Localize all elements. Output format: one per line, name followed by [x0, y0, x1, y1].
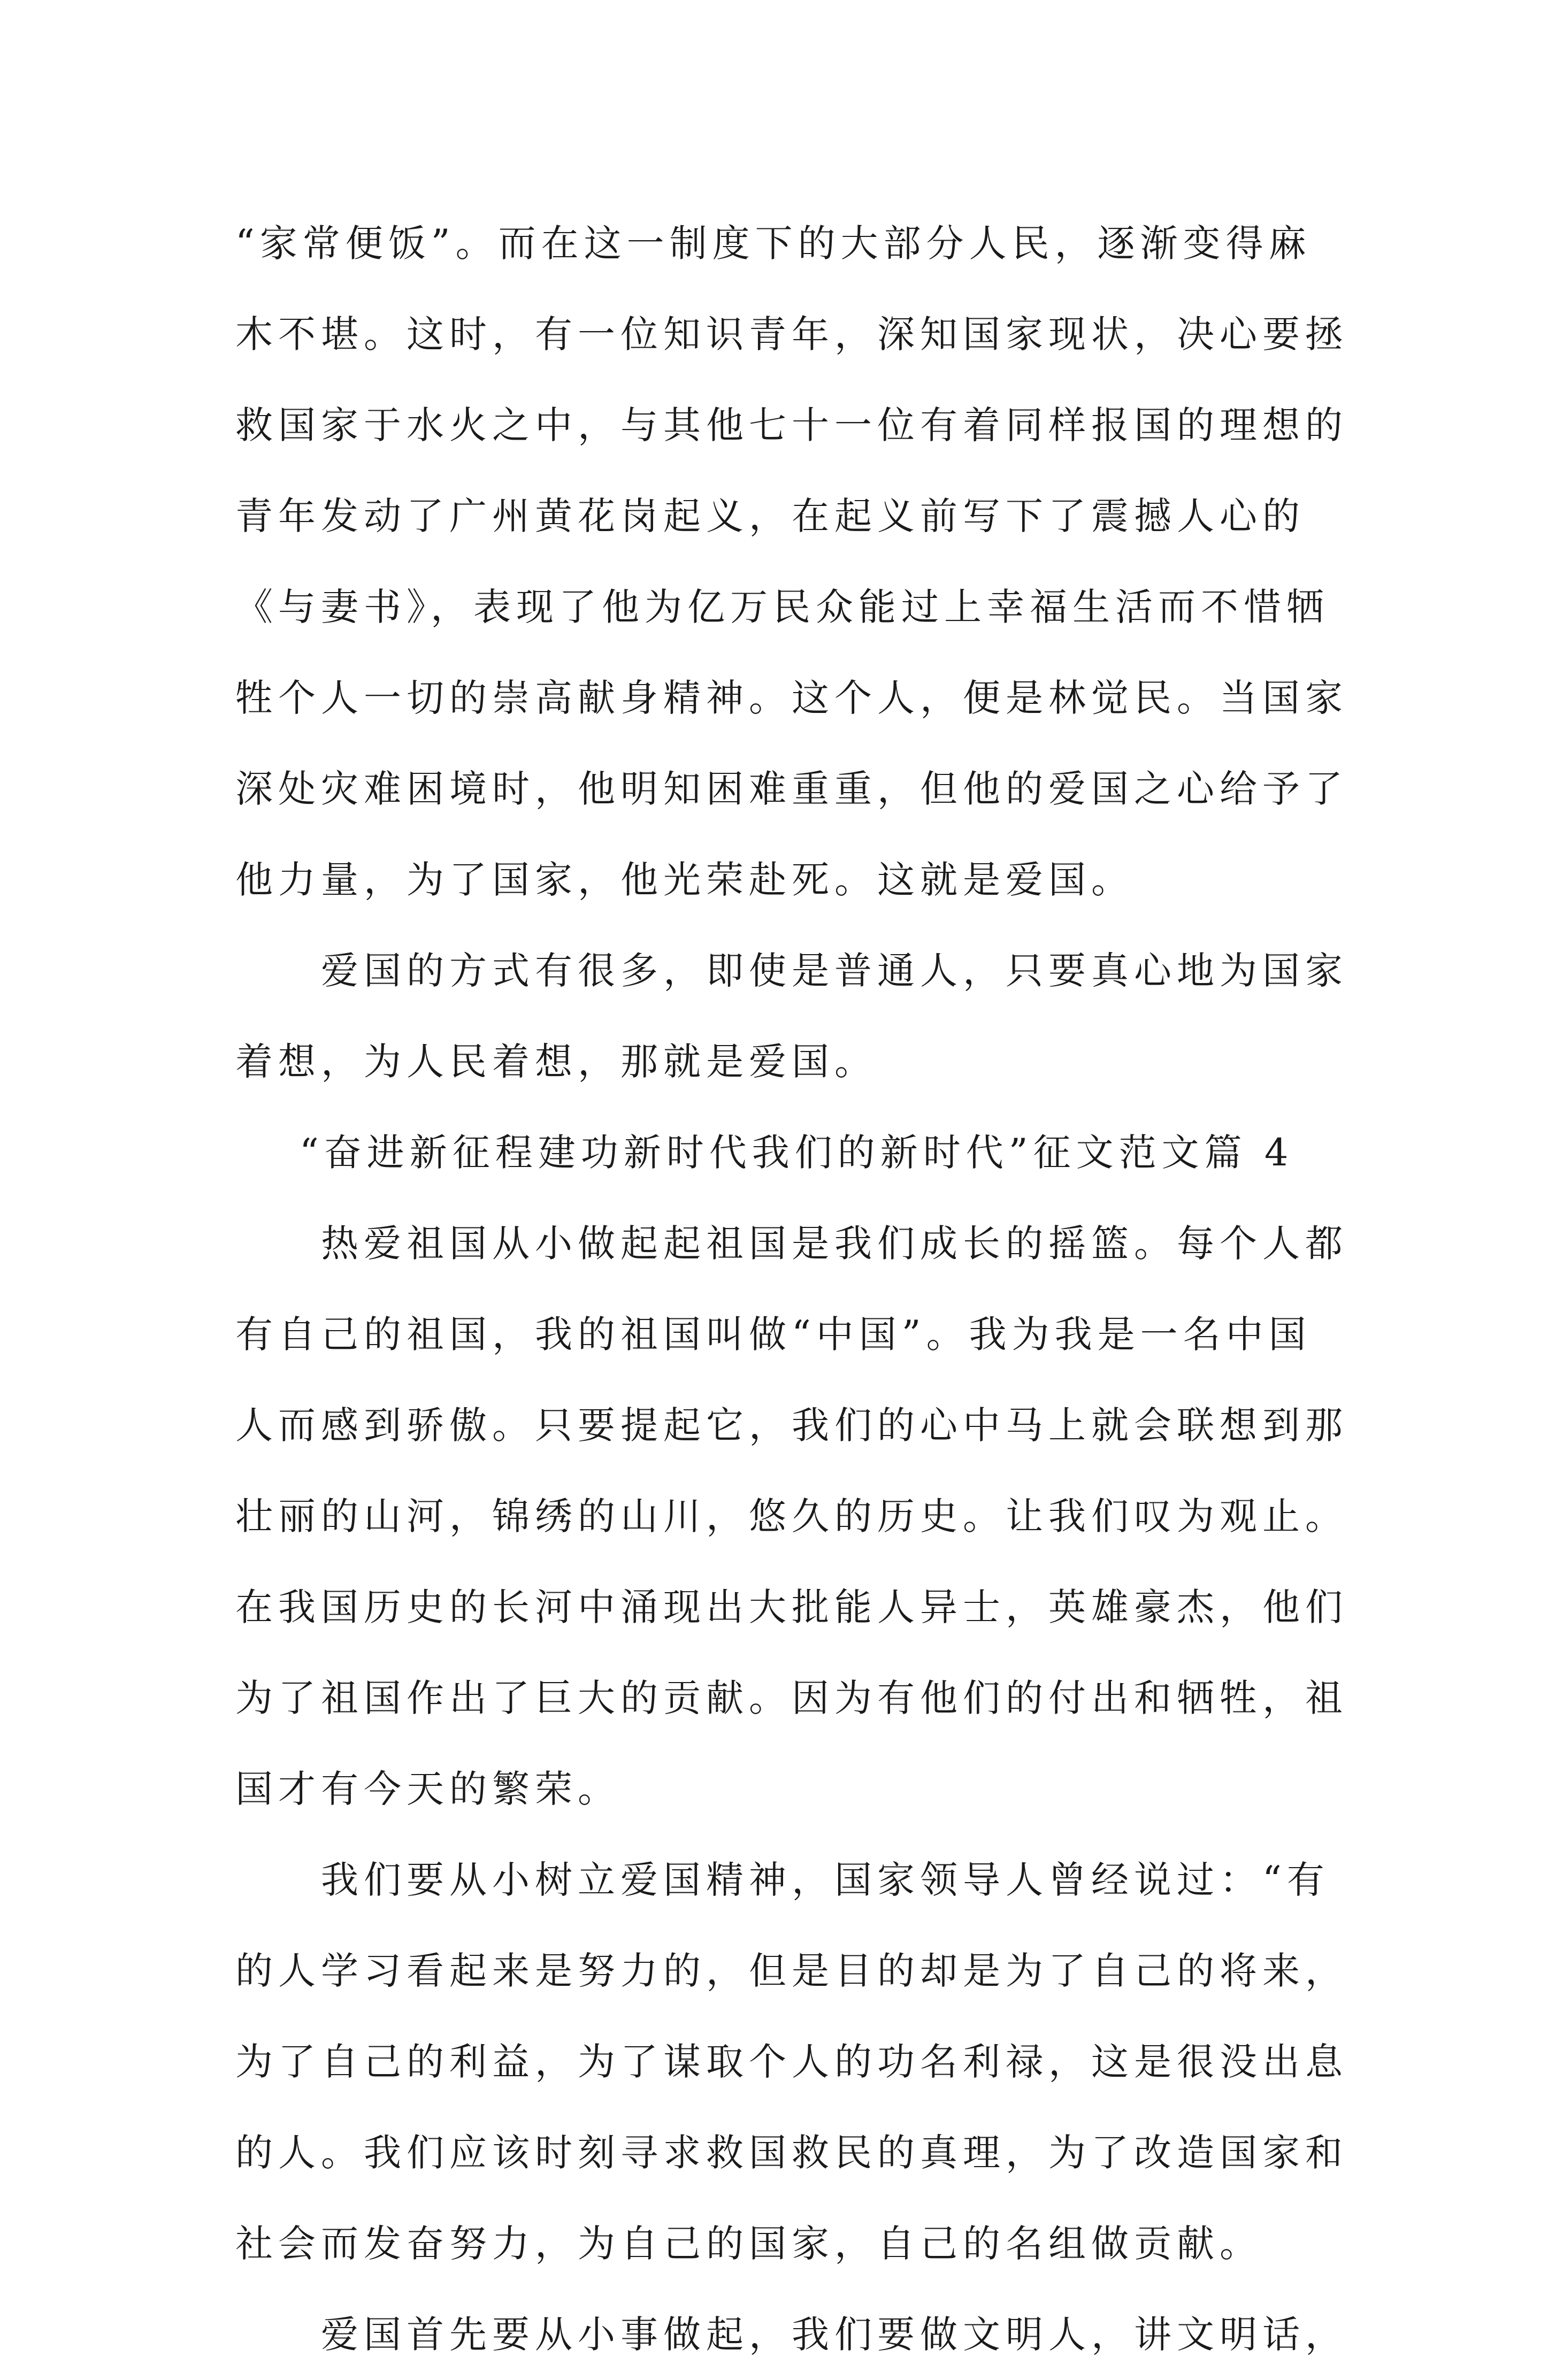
text-line: 木不堪。这时，有一位知识青年，深知国家现状，决心要拯: [235, 312, 1348, 356]
text-line: 他力量，为了国家，他光荣赴死。这就是爱国。: [235, 858, 1134, 902]
text-line: “家常便饭”。而在这一制度下的大部分人民，逐渐变得麻: [235, 221, 1312, 265]
text-line: 爱国的方式有很多，即使是普通人，只要真心地为国家: [321, 949, 1348, 993]
text-line: 牲个人一切的崇高献身精神。这个人，便是林觉民。当国家: [235, 676, 1348, 720]
text-line: 国才有今天的繁荣。: [235, 1767, 620, 1811]
text-line: 着想，为人民着想，那就是爱国。: [235, 1040, 877, 1084]
text-line: 为了祖国作出了巨大的贡献。因为有他们的付出和牺牲，祖: [235, 1676, 1348, 1720]
text-line: 的人。我们应该时刻寻求救国救民的真理，为了改造国家和: [235, 2131, 1348, 2175]
text-line: 为了自己的利益，为了谋取个人的功名利禄，这是很没出息: [235, 2040, 1348, 2084]
text-line: 的人学习看起来是努力的，但是目的却是为了自己的将来，: [235, 1949, 1348, 1993]
text-line: 热爱祖国从小做起起祖国是我们成长的摇篮。每个人都: [321, 1222, 1348, 1265]
text-line: 有自己的祖国，我的祖国叫做“中国”。我为我是一名中国: [235, 1312, 1312, 1356]
text-line: 我们要从小树立爱国精神，国家领导人曾经说过：“有: [321, 1858, 1330, 1902]
text-line: 在我国历史的长河中涌现出大批能人异士，英雄豪杰，他们: [235, 1585, 1348, 1629]
text-line: 人而感到骄傲。只要提起它，我们的心中马上就会联想到那: [235, 1403, 1348, 1447]
text-line: 青年发动了广州黄花岗起义，在起义前写下了震撼人心的: [235, 494, 1305, 538]
document-body: [235, 198, 1348, 2380]
text-line: 爱国首先要从小事做起，我们要做文明人，讲文明话，: [321, 2313, 1348, 2356]
section-heading: “奋进新征程建功新时代我们的新时代”征文范文篇 4: [300, 1131, 1294, 1174]
text-line: 救国家于水火之中，与其他七十一位有着同样报国的理想的: [235, 403, 1348, 447]
text-line: 深处灾难困境时，他明知困难重重，但他的爱国之心给予了: [235, 767, 1348, 811]
text-line: 《与妻书》，表现了他为亿万民众能过上幸福生活而不惜牺: [235, 585, 1329, 629]
text-line: 社会而发奋努力，为自己的国家，自己的名组做贡献。: [235, 2222, 1262, 2266]
text-line: 壮丽的山河，锦绣的山川，悠久的历史。让我们叹为观止。: [235, 1494, 1348, 1538]
